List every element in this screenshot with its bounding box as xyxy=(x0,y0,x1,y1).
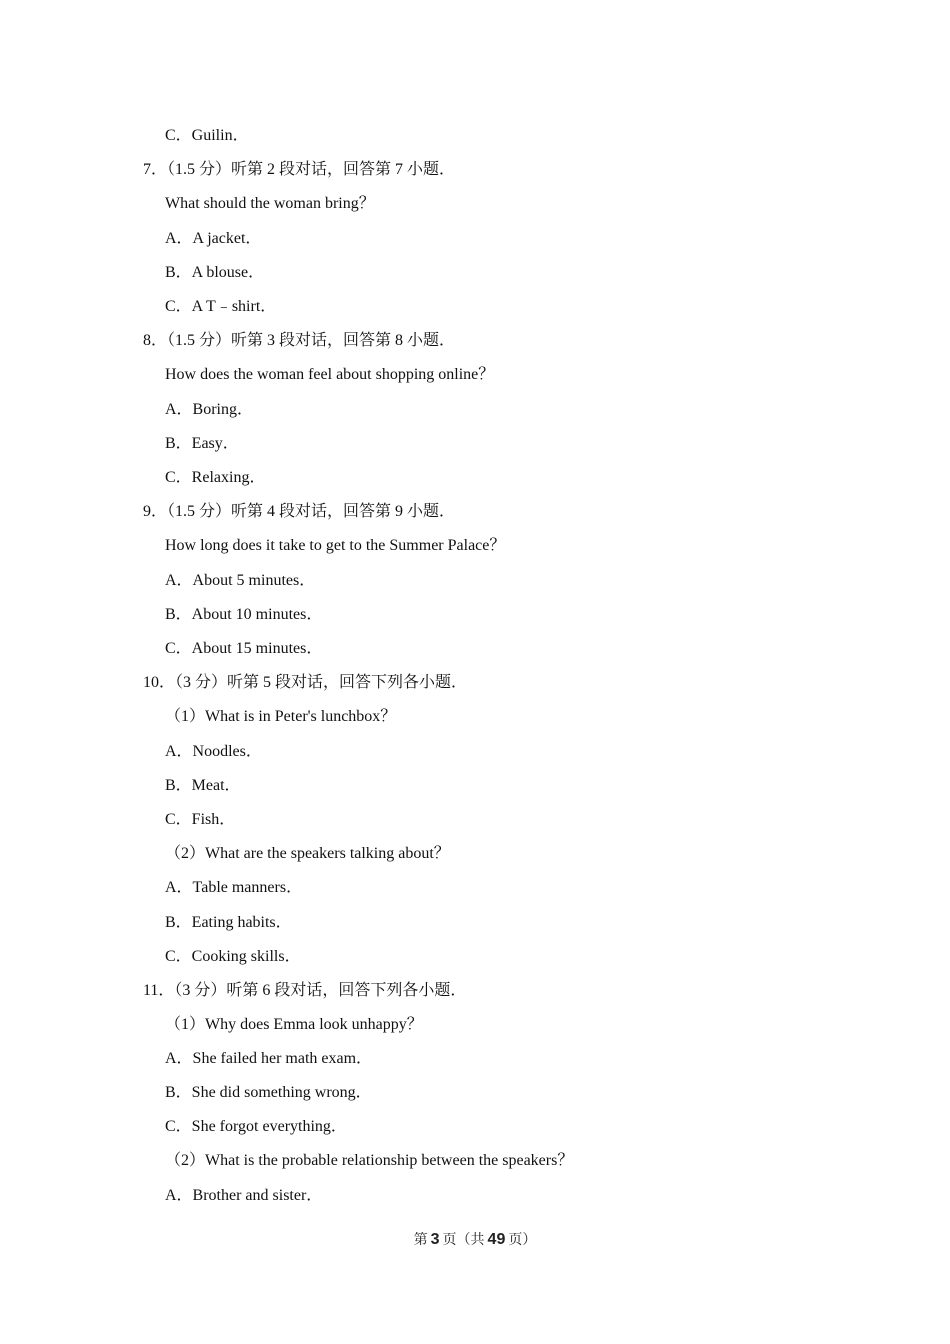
footer-prefix: 第 xyxy=(413,1233,428,1248)
question-10-sub-1-option-c: C．Fish． xyxy=(165,811,236,828)
question-9-heading: 9．（1.5 分）听第 4 段对话，回答第 9 小题． xyxy=(143,503,456,520)
question-7-prompt: What should the woman bring？ xyxy=(165,195,375,212)
question-11-sub-1-option-c: C．She forgot everything． xyxy=(165,1118,347,1135)
footer-suffix: 页） xyxy=(508,1233,537,1248)
page-footer xyxy=(0,1230,950,1251)
question-7-option-a: A．A jacket． xyxy=(165,230,262,247)
question-10-sub-2-option-a: A．Table manners． xyxy=(165,879,303,896)
question-9-option-b: B．About 10 minutes． xyxy=(165,606,323,623)
question-8-heading: 8．（1.5 分）听第 3 段对话，回答第 8 小题． xyxy=(143,332,456,349)
question-7-option-c: C．A T﹣shirt． xyxy=(165,298,277,315)
question-11-sub-1-prompt: （1）Why does Emma look unhappy？ xyxy=(165,1016,423,1033)
question-11-sub-2-option-a: A．Brother and sister． xyxy=(165,1187,323,1204)
total-page-count: 49 xyxy=(487,1231,506,1248)
question-11-sub-2-prompt: （2）What is the probable relationship between the speakers？ xyxy=(165,1152,574,1169)
question-11-heading: 11．（3 分）听第 6 段对话，回答下列各小题． xyxy=(143,982,467,999)
question-10-sub-1-prompt: （1）What is in Peter's lunchbox？ xyxy=(165,708,397,725)
current-page-number: 3 xyxy=(430,1231,440,1248)
question-9-option-c: C．About 15 minutes． xyxy=(165,640,323,657)
question-11-sub-1-option-b: B．She did something wrong． xyxy=(165,1084,372,1101)
question-9-prompt: How long does it take to get to the Summer Palace？ xyxy=(165,537,506,554)
question-10-sub-1-option-b: B．Meat． xyxy=(165,777,241,794)
question-10-sub-2-option-b: B．Eating habits． xyxy=(165,914,292,931)
option-c-guilin: C．Guilin． xyxy=(165,127,249,144)
question-10-heading: 10．（3 分）听第 5 段对话，回答下列各小题． xyxy=(143,674,468,691)
question-7-option-b: B．A blouse． xyxy=(165,264,265,281)
question-8-option-a: A．Boring． xyxy=(165,401,254,418)
question-8-prompt: How does the woman feel about shopping online？ xyxy=(165,366,495,383)
question-9-option-a: A．About 5 minutes． xyxy=(165,572,316,589)
question-11-sub-1-option-a: A．She failed her math exam． xyxy=(165,1050,373,1067)
footer-middle: 页（共 xyxy=(442,1233,485,1248)
question-10-sub-2-option-c: C．Cooking skills． xyxy=(165,948,301,965)
question-8-option-b: B．Easy． xyxy=(165,435,239,452)
question-7-heading: 7．（1.5 分）听第 2 段对话，回答第 7 小题． xyxy=(143,161,456,178)
question-8-option-c: C．Relaxing． xyxy=(165,469,266,486)
question-10-sub-2-prompt: （2）What are the speakers talking about？ xyxy=(165,845,450,862)
question-10-sub-1-option-a: A．Noodles． xyxy=(165,743,262,760)
